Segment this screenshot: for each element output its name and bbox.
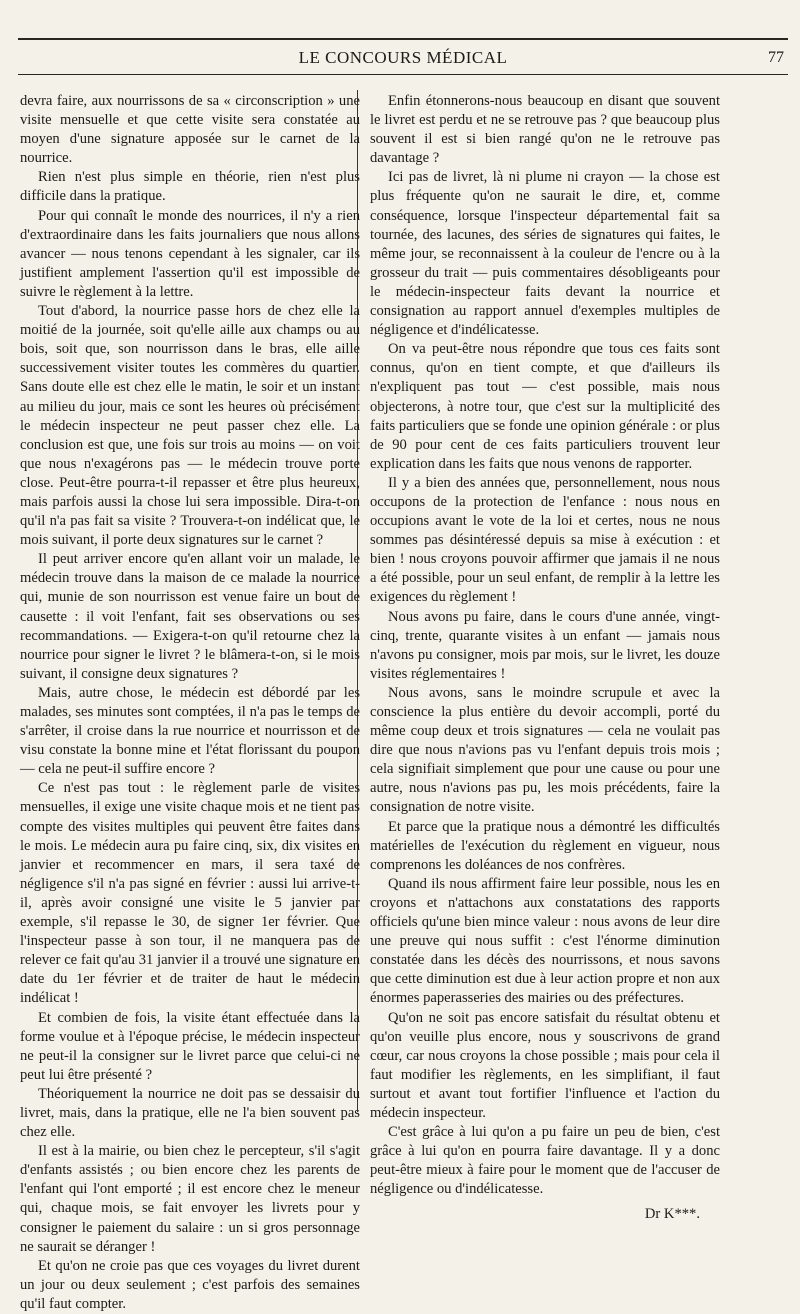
- paragraph: C'est grâce à lui qu'on a pu faire un peu de bien, c'est grâce à lui qu'on en pourra faire davantage. Il y a donc peut-être mieux à faire pour le moment que de l'accuser de négligence ou d'indélicatesse.: [370, 1124, 720, 1198]
- page-number: 77: [768, 49, 784, 66]
- paragraph: Tout d'abord, la nourrice passe hors de chez elle la moitié de la journée, soit qu'elle aille aux champs ou au bois, soit que, son nourrisson dans le bras, elle aille successivement visiter toutes les commères du quartier. Sans doute elle est chez elle le matin, le soir et un instant au milieu du jour, mais ce sont les heures où précisément le médecin inspecteur ne peut passer chez elle. La conclusion est que, une fois sur trois au moins — on voit que nous n'exagérons pas — le médecin trouve porte close. Peut-être pourra-t-il repasser et être plus heureux, mais parfois aussi la chose lui sera impossible. Dira-t-on qu'il n'a pas fait sa visite ? Trouvera-t-on indélicat que, le mois suivant, il porte deux signatures sur le carnet ?: [20, 303, 360, 549]
- paragraph: Il est à la mairie, ou bien chez le percepteur, s'il s'agit d'enfants assistés ; ou bien encore chez les parents de l'enfant qui l'ont emporté ; il est encore chez le meneur qui, chaque mois, se fait envoyer les livrets pour y consigner le paiement du salaire : un si gros personnage ne saurait se déranger !: [20, 1143, 360, 1255]
- paragraph: On va peut-être nous répondre que tous ces faits sont connus, qu'on en tient compte, et que d'ailleurs ils n'expliquent pas tout — c'est possible, mais nous objecterons, à notre tour, que c'est sur la multiplicité des faits particuliers que se fonde une opinion générale : or plus de 90 pour cent de ces faits particuliers trouvent leur explication dans les faits que nous venons de rapporter.: [370, 341, 720, 472]
- paragraph: Nous avons pu faire, dans le cours d'une année, vingt-cinq, trente, quarante visites à un enfant — jamais nous n'avons pu consigner, mois par mois, sur le livret, les douze visites réglementaires !: [370, 608, 720, 682]
- paragraph: Théoriquement la nourrice ne doit pas se dessaisir du livret, mais, dans la pratique, elle ne l'a bien souvent pas chez elle.: [20, 1085, 360, 1141]
- paragraph: Qu'on ne soit pas encore satisfait du résultat obtenu et qu'on veuille plus encore, nous y souscrivons de grand cœur, car nous croyons la chose possible ; mais pour cela il faut modifier les règlements, en les simplifiant, il faut surtout et avant tout fortifier l'influence et l'action du médecin inspecteur.: [370, 1009, 720, 1121]
- paragraph: Nous avons, sans le moindre scrupule et avec la conscience la plus entière du devoir accompli, porté du même coup deux et trois signatures — cela ne voulait pas dire que nous n'avions pas vu l'enfant depuis trois mois ; cela signifiait simplement que pour une cause ou pour une autre, nous n'avions pas pu, les mois précédents, faire la consignation de notre visite.: [370, 684, 720, 816]
- paragraph: Ce n'est pas tout : le règlement parle de visites mensuelles, il exige une visite chaque mois et ne tient pas compte des visites multiples qui peuvent être faites dans le mois. Le médecin aura pu faire cinq, six, dix visites en janvier et recommencer en mars, il sera taxé de négligence s'il n'a pas signé en février : aussi lui arrive-t-il, après avoir consigné une visite le 5 janvier par exemple, s'il repasse le 30, de signer 1er février. Que l'inspecteur passe à son tour, il ne manquera pas de relever ce fait qu'au 31 janvier il a trouvé une signature en date du 1er février et de traiter de haut le médecin indélicat !: [20, 780, 360, 1007]
- header-rule-bottom: [18, 74, 788, 75]
- left-column: [20, 92, 360, 1314]
- paragraph: Rien n'est plus simple en théorie, rien n'est plus difficile dans la pratique.: [20, 169, 360, 205]
- author-signature: Dr K***.: [644, 1206, 700, 1223]
- header-rule-top: [18, 38, 788, 40]
- paragraph: Il peut arriver encore qu'en allant voir un malade, le médecin trouve dans la maison de ce malade la nourrice qui, munie de son nourrisson est venue faire un bout de causette : il voit l'enfant, fait ses observations ou ses recommandations. — Exigera-t-on qu'il retourne chez la nourrice pour signer le livret ? le blâmera-t-on, si le mois suivant, il consigne deux signatures ?: [20, 551, 360, 682]
- column-divider: [357, 90, 358, 1112]
- paragraph: Enfin étonnerons-nous beaucoup en disant que souvent le livret est perdu et ne se retrouve pas ? que beaucoup plus souvent il est si bien rangé qu'on ne le retrouve pas davantage ?: [370, 93, 720, 167]
- paragraph: Ici pas de livret, là ni plume ni crayon — la chose est plus fréquente qu'on ne saurait le dire, et, comme conséquence, lorsque l'inspecteur départemental fait sa tournée, des lacunes, des séries de signatures qui faites, le même jour, se reconnaissent à la couleur de l'encre ou à la grosseur du trait — puis commentaires désobligeants pour le médecin-inspecteur faits devant la nourrice et consignation au rapport annuel d'exemples multiples de négligence et d'indélicatesse.: [370, 169, 720, 339]
- paragraph: Et parce que la pratique nous a démontré les difficultés matérielles de l'exécution du règlement en vigueur, nous comprenons les doléances de nos confrères.: [370, 818, 720, 873]
- running-title: LE CONCOURS MÉDICAL: [298, 48, 508, 67]
- page-header: [18, 38, 788, 78]
- right-column: [370, 92, 720, 1225]
- paragraph: Mais, autre chose, le médecin est débordé par les malades, ses minutes sont comptées, il n'a pas le temps de s'arrêter, il croise dans la rue nourrice et nourrisson et de visu constate la bonne mine et l'état florissant du poupon — cela ne peut-il suffire encore ?: [20, 684, 360, 778]
- paragraph: Et qu'on ne croie pas que ces voyages du livret durent un jour ou deux seulement ; c'est parfois des semaines qu'il faut compter.: [20, 1257, 360, 1312]
- paragraph: Quand ils nous affirment faire leur possible, nous les en croyons et n'attachons aux constatations des rapports officiels qu'une bien mince valeur : nous avons de leur dire une preuve qui nous suffit : c'est l'énorme diminution constatée dans les décès des nourrissons, et nous savons que cette diminution est due à leur action propre et non aux énormes paperasseries des mairies ou des préfectures.: [370, 875, 720, 1007]
- paragraph: Et combien de fois, la visite étant effectuée dans la forme voulue et à l'époque précise, le médecin inspecteur ne peut-il la consigner sur le livret parce que celui-ci ne peut lui être présenté ?: [20, 1009, 360, 1083]
- paragraph: devra faire, aux nourrissons de sa « circonscription » une visite mensuelle et que cette visite sera constatée au moyen d'une signature apposée sur le carnet de la nourrice.: [20, 93, 360, 167]
- paragraph: Il y a bien des années que, personnellement, nous nous occupons de la protection de l'enfance : nous nous en occupions avant le vote de la loi et certes, nous ne nous sommes pas désintéressé depuis sa mise à exécution : et bien ! nous croyons pouvoir affirmer que jamais il ne nous a été possible, pour un seul enfant, de remplir à la lettre les exigences du règlement !: [370, 474, 720, 606]
- paragraph: Pour qui connaît le monde des nourrices, il n'y a rien d'extraordinaire dans les faits journaliers que nous allons avancer — nous tenons cependant à les signaler, car ils justifient amplement l'assertion qu'il est impossible de suivre le règlement à la lettre.: [20, 207, 360, 300]
